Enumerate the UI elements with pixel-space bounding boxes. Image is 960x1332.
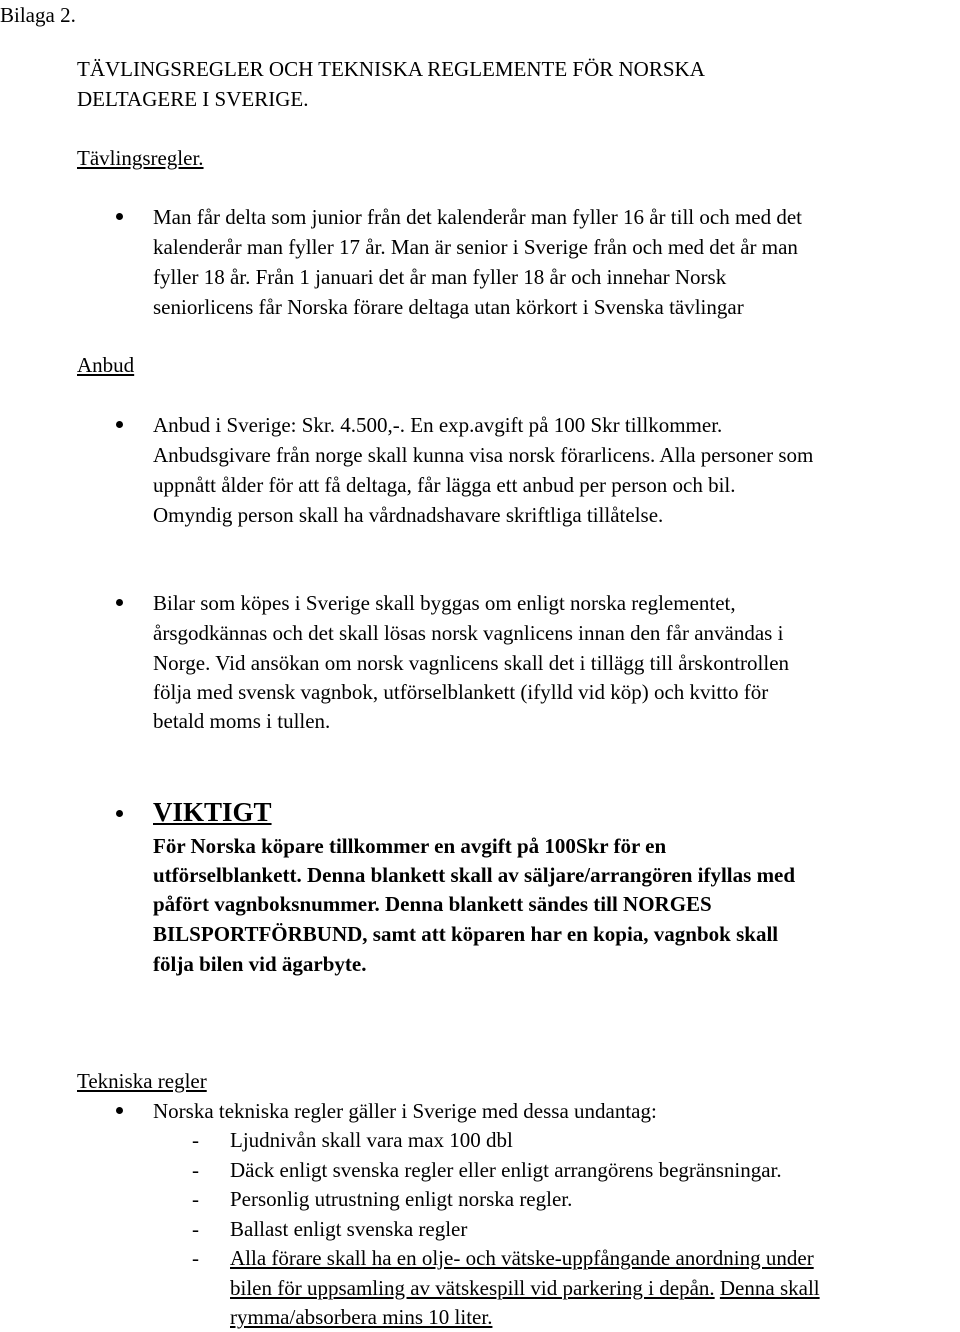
technical-item-last-line-2 [230, 1273, 820, 1303]
rules-line: fyller 18 år. Från 1 januari det år man fyller 18 år och innehar Norsk [153, 265, 727, 289]
document-title-line-2: DELTAGERE I SVERIGE. [77, 87, 309, 111]
technical-item-last-line-2-b: Denna skall [719, 1276, 820, 1300]
bid-line: Anbudsgivare från norge skall kunna visa norsk förarlicens. Alla personer som [153, 443, 814, 467]
important-line: För Norska köpare tillkommer en avgift på 100Skr för en [153, 834, 667, 858]
technical-intro: Norska tekniska regler gäller i Sverige med dessa undantag: [153, 1099, 657, 1123]
dash-marker: - [192, 1128, 199, 1152]
section-heading-bid: Anbud [77, 353, 135, 377]
bullet-icon [116, 1107, 123, 1114]
bid-line: årsgodkännas och det skall lösas norsk vagnlicens innan den får användas i [153, 621, 784, 645]
bullet-icon [116, 213, 123, 220]
technical-item: Ballast enligt svenska regler [230, 1217, 468, 1241]
important-line: påfört vagnboksnummer. Denna blankett sändes till NORGES [153, 892, 712, 916]
section-heading-technical-rules: Tekniska regler [77, 1069, 207, 1093]
bid-line: Anbud i Sverige: Skr. 4.500,-. En exp.avgift på 100 Skr tillkommer. [153, 413, 723, 437]
rules-line: kalenderår man fyller 17 år. Man är senior i Sverige från och med det år man [153, 235, 798, 259]
rules-line: seniorlicens får Norska förare deltaga utan körkort i Svenska tävlingar [153, 295, 744, 319]
bid-line: uppnått ålder för att få deltaga, får lägga ett anbud per person och bil. [153, 473, 736, 497]
bullet-icon [116, 421, 123, 428]
attachment-label: Bilaga 2. [0, 3, 76, 27]
dash-marker: - [192, 1217, 199, 1241]
dash-marker: - [192, 1158, 199, 1182]
technical-item-last-line-3: rymma/absorbera mins 10 liter. [230, 1305, 493, 1329]
technical-item: Personlig utrustning enligt norska regler. [230, 1187, 573, 1211]
section-heading-competition-rules: Tävlingsregler. [77, 146, 204, 170]
important-heading: VIKTIGT [153, 797, 272, 827]
bullet-icon [116, 599, 123, 606]
important-line: BILSPORTFÖRBUND, samt att köparen har en kopia, vagnbok skall [153, 922, 779, 946]
rules-line: Man får delta som junior från det kalenderår man fyller 16 år till och med det [153, 205, 803, 229]
important-line: utförselblankett. Denna blankett skall av säljare/arrangören ifyllas med [153, 863, 796, 887]
dash-marker: - [192, 1246, 199, 1270]
technical-item: Ljudnivån skall vara max 100 dbl [230, 1128, 513, 1152]
document-title-line-1: TÄVLINGSREGLER OCH TEKNISKA REGLEMENTE FÖR NORSKA [77, 57, 705, 81]
technical-item-last-line-1: Alla förare skall ha en olje- och vätske-uppfångande anordning under [230, 1246, 814, 1270]
bullet-icon [116, 810, 123, 817]
bid-line: betald moms i tullen. [153, 709, 331, 733]
bid-line: Norge. Vid ansökan om norsk vagnlicens skall det i tillägg till årskontrollen [153, 651, 790, 675]
bid-line: Bilar som köpes i Sverige skall byggas om enligt norska reglementet, [153, 591, 736, 615]
dash-marker: - [192, 1187, 199, 1211]
technical-item: Däck enligt svenska regler eller enligt arrangörens begränsningar. [230, 1158, 782, 1182]
bid-line: följa med svensk vagnbok, utförselblankett (ifylld vid köp) och kvitto för [153, 680, 769, 704]
important-line: följa bilen vid ägarbyte. [153, 952, 367, 976]
bid-line: Omyndig person skall ha vårdnadshavare skriftliga tillåtelse. [153, 503, 664, 527]
technical-item-last-line-2-a: bilen för uppsamling av vätskespill vid parkering i depån. [230, 1276, 715, 1300]
